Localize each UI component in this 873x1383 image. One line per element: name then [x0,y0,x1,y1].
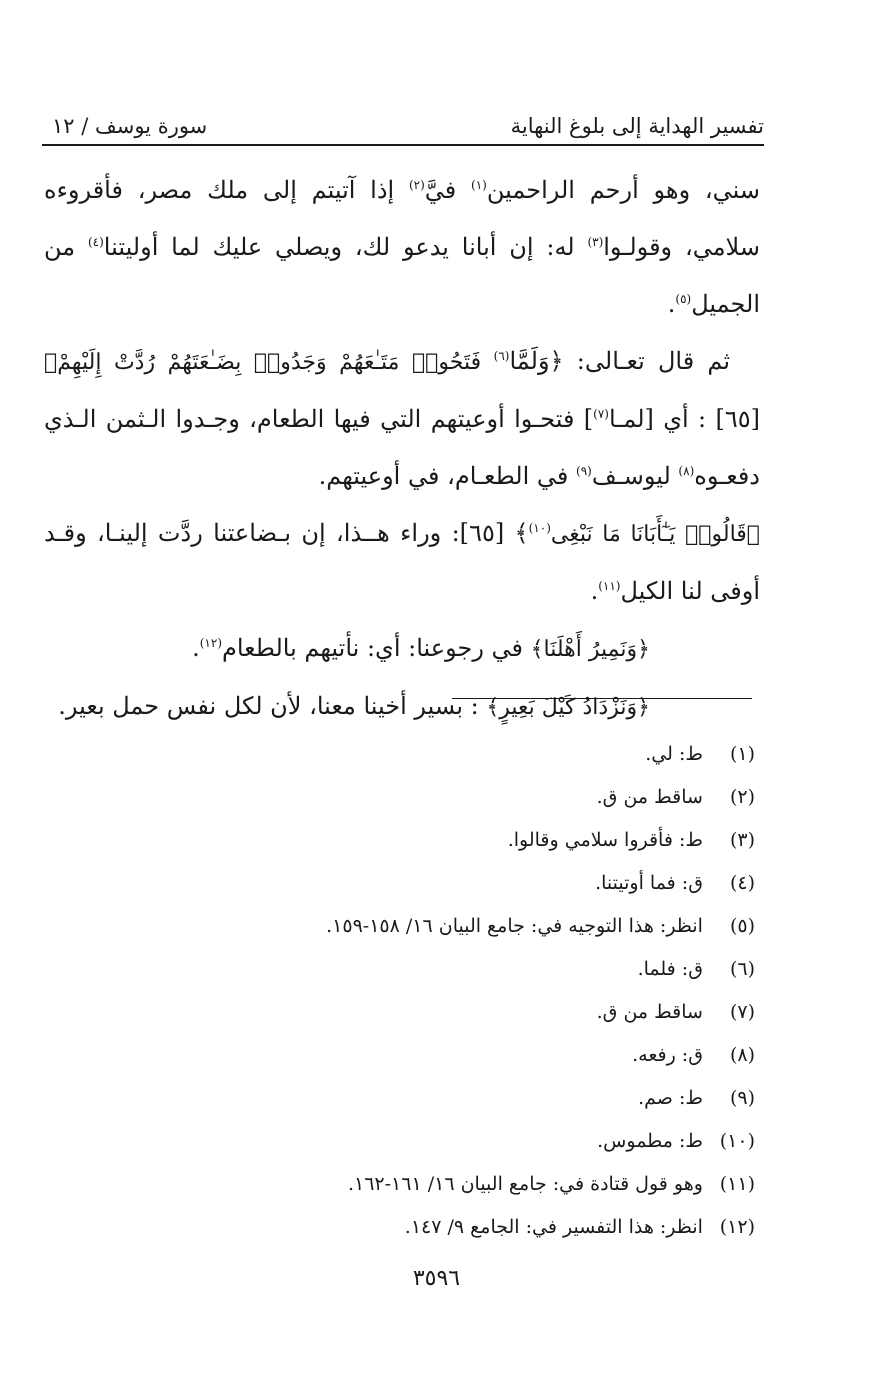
footnote-item [100,862,755,905]
text-run: في الطعـام، في أوعيتهم. [318,462,577,490]
footnote-text: وهو قول قتادة في: جامع البيان ١٦/ ١٦١-١٦٢. [347,1173,703,1195]
text-run: ﴾ [٦٥]: وراء هــذا، إن بـضاعتنا ردَّت إلينـا، وقـد أوفى لنا الكيل [44,519,760,605]
footnote-item [100,1120,755,1163]
footnote-ref: (١) [471,178,487,192]
footnote-item [100,1034,755,1077]
text-run: إذا آتيتم إلى ملك مصر، فأقروءه سلامي، وقولـوا [44,176,760,261]
text-run: . [667,290,676,318]
footnote-number: (٣) [729,829,755,851]
footnote-number: (٨) [729,1044,755,1066]
text-run: : بسير أخينا معنا، لأن لكل نفس حمل بعير. [58,692,487,720]
footnote-number: (١٢) [719,1216,755,1238]
footnote-ref: (٨) [678,464,695,478]
footnote-item [100,1077,755,1120]
footnote-text: ط: مطموس. [597,1130,703,1152]
text-run: ليوسـف [591,462,679,490]
paragraph-4 [44,620,760,678]
text-run: من الجميل [44,233,760,318]
page-number: ٣٥٩٦ [412,1266,461,1291]
footnote-text: ساقط من ق. [596,786,703,808]
footnotes [100,733,755,1249]
footnote-text: ق: فما أوتيتنا. [595,872,703,894]
text-run: في رجوعنا: أي: نأتيهم بالطعام [222,634,531,662]
footnote-number: (٢) [729,786,755,808]
footnote-number: (١) [729,743,755,765]
footnote-ref: (٧) [593,407,609,421]
footnote-item [100,776,755,819]
footnote-item [100,733,755,776]
book-title: تفسير الهداية إلى بلوغ النهاية [510,114,764,138]
paragraph-3 [44,505,760,620]
text-run: ] فتحـوا أوعيتهم التي فيها الطعام، وجـدوا الـثمن الـذي دفعـوه [44,405,760,490]
footnote-number: (١٠) [719,1130,755,1152]
paragraph-5 [44,678,760,736]
quran-verse: ﴿وَنَزْدَادُ كَيْلَ بَعِيرٍ﴾ [486,695,650,720]
text-run: له: إن أبانا يدعو لك، ويصلي عليك لما أوليتنا [103,233,588,261]
footnote-number: (١١) [719,1173,755,1195]
footnote-text: ساقط من ق. [596,1001,703,1023]
footnote-ref: (١٢) [199,636,222,650]
footnote-number: (٤) [729,872,755,894]
paragraph-1 [44,162,760,333]
footnote-number: (٧) [729,1001,755,1023]
text-run: . [590,577,599,605]
quran-verse: ﴿وَنَمِيرُ أَهْلَنَا﴾ [530,637,650,662]
footnote-text: ق: فلما. [637,958,703,980]
footnote-ref: (٥) [675,292,692,306]
footnote-text: ق: رفعه. [632,1044,703,1066]
footnote-ref: (٩) [576,464,592,478]
paragraph-2 [44,333,760,505]
footnote-item [100,991,755,1034]
footnote-item [100,948,755,991]
footnote-ref: (٦) [493,349,510,363]
footnote-ref: (١١) [598,579,621,593]
footnote-text: انظر: هذا التفسير في: الجامع ٩/ ١٤٧. [404,1216,703,1238]
text-run: ثم قال تعـالى: ﴿وَلَمَّا [509,347,731,375]
footnote-text: ط: فأقروا سلامي وقالوا. [507,829,703,851]
footnote-item [100,1163,755,1206]
footnote-text: انظر: هذا التوجيه في: جامع البيان ١٦/ ١٥٨-١٥٩. [326,915,703,937]
footnote-ref: (٢) [408,178,425,192]
footnote-ref: (١٠) [528,521,551,535]
footnote-text: ط: صم. [638,1087,703,1109]
footnote-item [100,1206,755,1249]
footnote-text: ط: لي. [645,743,703,765]
quran-verse: ﴿قَالُوا۟ يَـٰٓأَبَانَا مَا نَبْغِى [550,522,761,547]
footnote-number: (٦) [729,958,755,980]
text-run: . [192,634,200,662]
footnote-item [100,905,755,948]
quran-verse: فَتَحُوا۟ مَتَـٰعَهُمْ وَجَدُوا۟ بِضَـٰعَتَهُمْ رُدَّتْ إِلَيْهِمْ﴾ [44,350,494,375]
footnote-ref: (٣) [587,235,604,249]
text-run: سني، وهو أرحم الراحمين [486,176,761,204]
text-run: [٦٥] : أي [لمـا [608,405,760,433]
footnote-divider [452,698,752,699]
footnote-number: (٥) [729,915,755,937]
surah-label: سورة يوسف / ١٢ [52,114,208,138]
text-run: فيَّ [424,176,472,204]
main-text [44,162,760,736]
footnote-ref: (٤) [87,235,104,249]
running-header [42,108,764,146]
footnote-item [100,819,755,862]
footnote-number: (٩) [729,1087,755,1109]
